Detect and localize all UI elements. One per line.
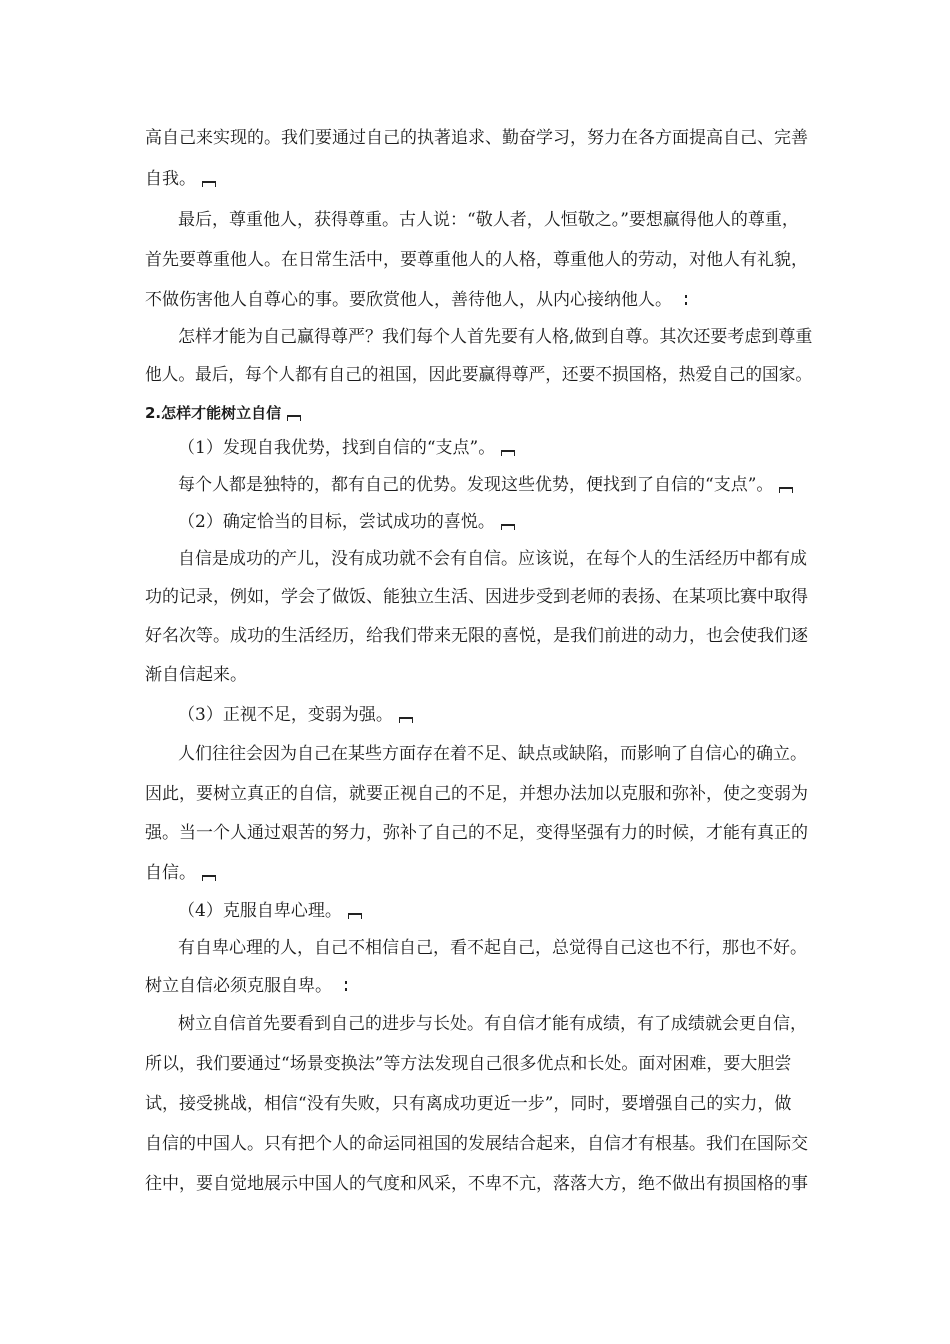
text-line: 渐自信起来。 — [145, 665, 247, 685]
paragraph-mark-icon — [202, 181, 216, 187]
text-line: 树立自信首先要看到自己的进步与长处。有自信才能有成绩，有了成绩就会更自信， — [178, 1014, 807, 1034]
text-line: 所以，我们要通过“场景变换法”等方法发现自己很多优点和长处。面对困难，要大胆尝 — [145, 1054, 792, 1074]
paragraph-mark-icon — [501, 450, 515, 456]
paragraph-mark-icon — [501, 524, 515, 530]
text-line: 往中，要自觉地展示中国人的气度和风采，不卑不亢，落落大方，绝不做出有损国格的事 — [145, 1174, 808, 1194]
text-line: 自信的中国人。只有把个人的命运同祖国的发展结合起来，自信才有根基。我们在国际交 — [145, 1134, 808, 1154]
text-line: 好名次等。成功的生活经历，给我们带来无限的喜悦，是我们前进的动力，也会使我们逐 — [145, 626, 808, 646]
text-line: 树立自信必须克服自卑。 — [145, 975, 348, 997]
text-line: 高自己来实现的。我们要通过自己的执著追求、勤奋学习，努力在各方面提高自己、完善 — [145, 128, 808, 148]
text-line: 有自卑心理的人，自己不相信自己，看不起自己，总觉得自己这也不行，那也不好。 — [178, 938, 807, 958]
paragraph-mark-icon — [684, 293, 688, 307]
paragraph-mark-icon — [344, 979, 348, 993]
text-line: （4）克服自卑心理。 — [178, 900, 362, 922]
text-line: 自信是成功的产儿，没有成功就不会有自信。应该说，在每个人的生活经历中都有成 — [178, 549, 807, 569]
paragraph-mark-icon — [399, 717, 413, 723]
text-line: 每个人都是独特的，都有自己的优势。发现这些优势，便找到了自信的“支点”。 — [178, 474, 793, 496]
text-line: 强。当一个人通过艰苦的努力，弥补了自己的不足，变得坚强有力的时候，才能有真正的 — [145, 823, 808, 843]
text-line: 怎样才能为自己赢得尊严？我们每个人首先要有人格,做到自尊。其次还要考虑到尊重 — [178, 327, 813, 347]
text-line: （3）正视不足，变弱为强。 — [178, 704, 413, 726]
text-line: 自我。 — [145, 168, 216, 190]
paragraph-mark-icon — [348, 913, 362, 919]
text-line: （2）确定恰当的目标，尝试成功的喜悦。 — [178, 511, 515, 533]
text-line: 他人。最后，每个人都有自己的祖国，因此要赢得尊严，还要不损国格，热爱自己的国家。 — [145, 365, 813, 385]
text-line: 因此，要树立真正的自信，就要正视自己的不足，并想办法加以克服和弥补，使之变弱为 — [145, 784, 808, 804]
text-line: 功的记录，例如，学会了做饭、能独立生活、因进步受到老师的表扬、在某项比赛中取得 — [145, 587, 808, 607]
text-line: 首先要尊重他人。在日常生活中，要尊重他人的人格，尊重他人的劳动，对他人有礼貌， — [145, 250, 808, 270]
paragraph-mark-icon — [287, 415, 301, 421]
text-line: （1）发现自我优势，找到自信的“支点”。 — [178, 437, 515, 459]
paragraph-mark-icon — [202, 875, 216, 881]
paragraph-mark-icon — [779, 487, 793, 493]
text-line: 自信。 — [145, 862, 216, 884]
text-line: 最后，尊重他人，获得尊重。古人说：“敬人者，人恒敬之。”要想赢得他人的尊重， — [178, 210, 799, 230]
text-line: 试，接受挑战，相信“没有失败，只有离成功更近一步”，同时，要增强自己的实力，做 — [145, 1094, 792, 1114]
section-heading: 2.怎样才能树立自信 — [145, 402, 301, 424]
text-line: 人们往往会因为自己在某些方面存在着不足、缺点或缺陷，而影响了自信心的确立。 — [178, 744, 807, 764]
text-line: 不做伤害他人自尊心的事。要欣赏他人，善待他人，从内心接纳他人。 — [145, 289, 688, 311]
